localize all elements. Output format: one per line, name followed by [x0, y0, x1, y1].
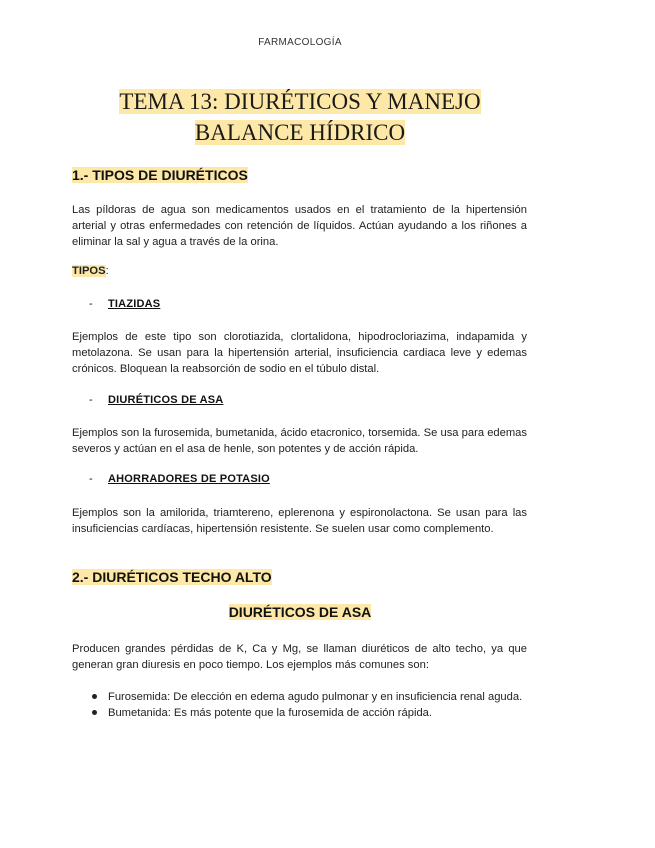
type-heading-ahorradores-de-potasio: [89, 473, 270, 485]
section-1-heading-text: 1.- TIPOS DE DIURÉTICOS: [72, 167, 248, 183]
list-item: [72, 705, 527, 721]
document-title: [72, 86, 528, 148]
section-1-intro: Las píldoras de agua son medicamentos usados en el tratamiento de la hipertensión arterial y otras enfermedades con retención de líquidos. Actúan ayudando a los riñones a eliminar la sal y agua a través de la orina.: [72, 204, 527, 248]
section-2-bullet-list: [72, 689, 527, 721]
tipos-label: [72, 265, 109, 277]
type-name: TIAZIDAS: [108, 298, 161, 310]
list-item-text: Bumetanida: Es más potente que la furosemida de acción rápida.: [108, 707, 433, 719]
type-heading-diureticos-de-asa: [89, 394, 223, 406]
type-heading-tiazidas: [89, 298, 160, 310]
dash-marker: -: [89, 394, 93, 406]
tipos-colon: :: [105, 265, 109, 277]
tipos-label-text: TIPOS: [72, 265, 106, 277]
bullet-dot-icon: [92, 710, 97, 715]
list-item: [72, 689, 527, 705]
type-name: AHORRADORES DE POTASIO: [108, 473, 270, 485]
section-2-heading-text: 2.- DIURÉTICOS TECHO ALTO: [72, 569, 272, 585]
type-name: DIURÉTICOS DE ASA: [108, 394, 224, 406]
dash-marker: -: [89, 298, 93, 310]
title-line-1: TEMA 13: DIURÉTICOS Y MANEJO: [119, 89, 481, 114]
bullet-dot-icon: [92, 694, 97, 699]
title-line-2: BALANCE HÍDRICO: [194, 120, 406, 145]
section-2-heading: [72, 569, 272, 585]
type-text-tiazidas: Ejemplos de este tipo son clorotiazida, clortalidona, hipodrocloriazima, indapamida y metolazona. Se usan para la hipertensión arterial, insuficiencia cardiaca leve y edemas crónicos. Bloquean la reabsorción de sodio en el túbulo distal.: [72, 331, 527, 375]
type-text-ahorradores-de-potasio: Ejemplos son la amilorida, triamtereno, eplerenona y espironolactona. Se usan para las insuficiencias cardíacas, hipertensión resistente. Se suelen usar como complemento.: [72, 507, 527, 535]
section-2-subheading-text: DIURÉTICOS DE ASA: [228, 604, 372, 620]
section-2-subheading: [72, 604, 528, 620]
section-1-heading: [72, 167, 248, 183]
section-2-intro: Producen grandes pérdidas de K, Ca y Mg, se llaman diuréticos de alto techo, ya que generan gran diuresis en poco tiempo. Los ejemplos más comunes son:: [72, 643, 527, 671]
dash-marker: -: [89, 473, 93, 485]
type-text-diureticos-de-asa: Ejemplos son la furosemida, bumetanida, ácido etacronico, torsemida. Se usa para edemas severos y actúan en el asa de henle, son potentes y de acción rápida.: [72, 427, 527, 455]
list-item-text: Furosemida: De elección en edema agudo pulmonar y en insuficiencia renal aguda.: [108, 691, 523, 703]
page-header: FARMACOLOGÍA: [258, 37, 342, 48]
